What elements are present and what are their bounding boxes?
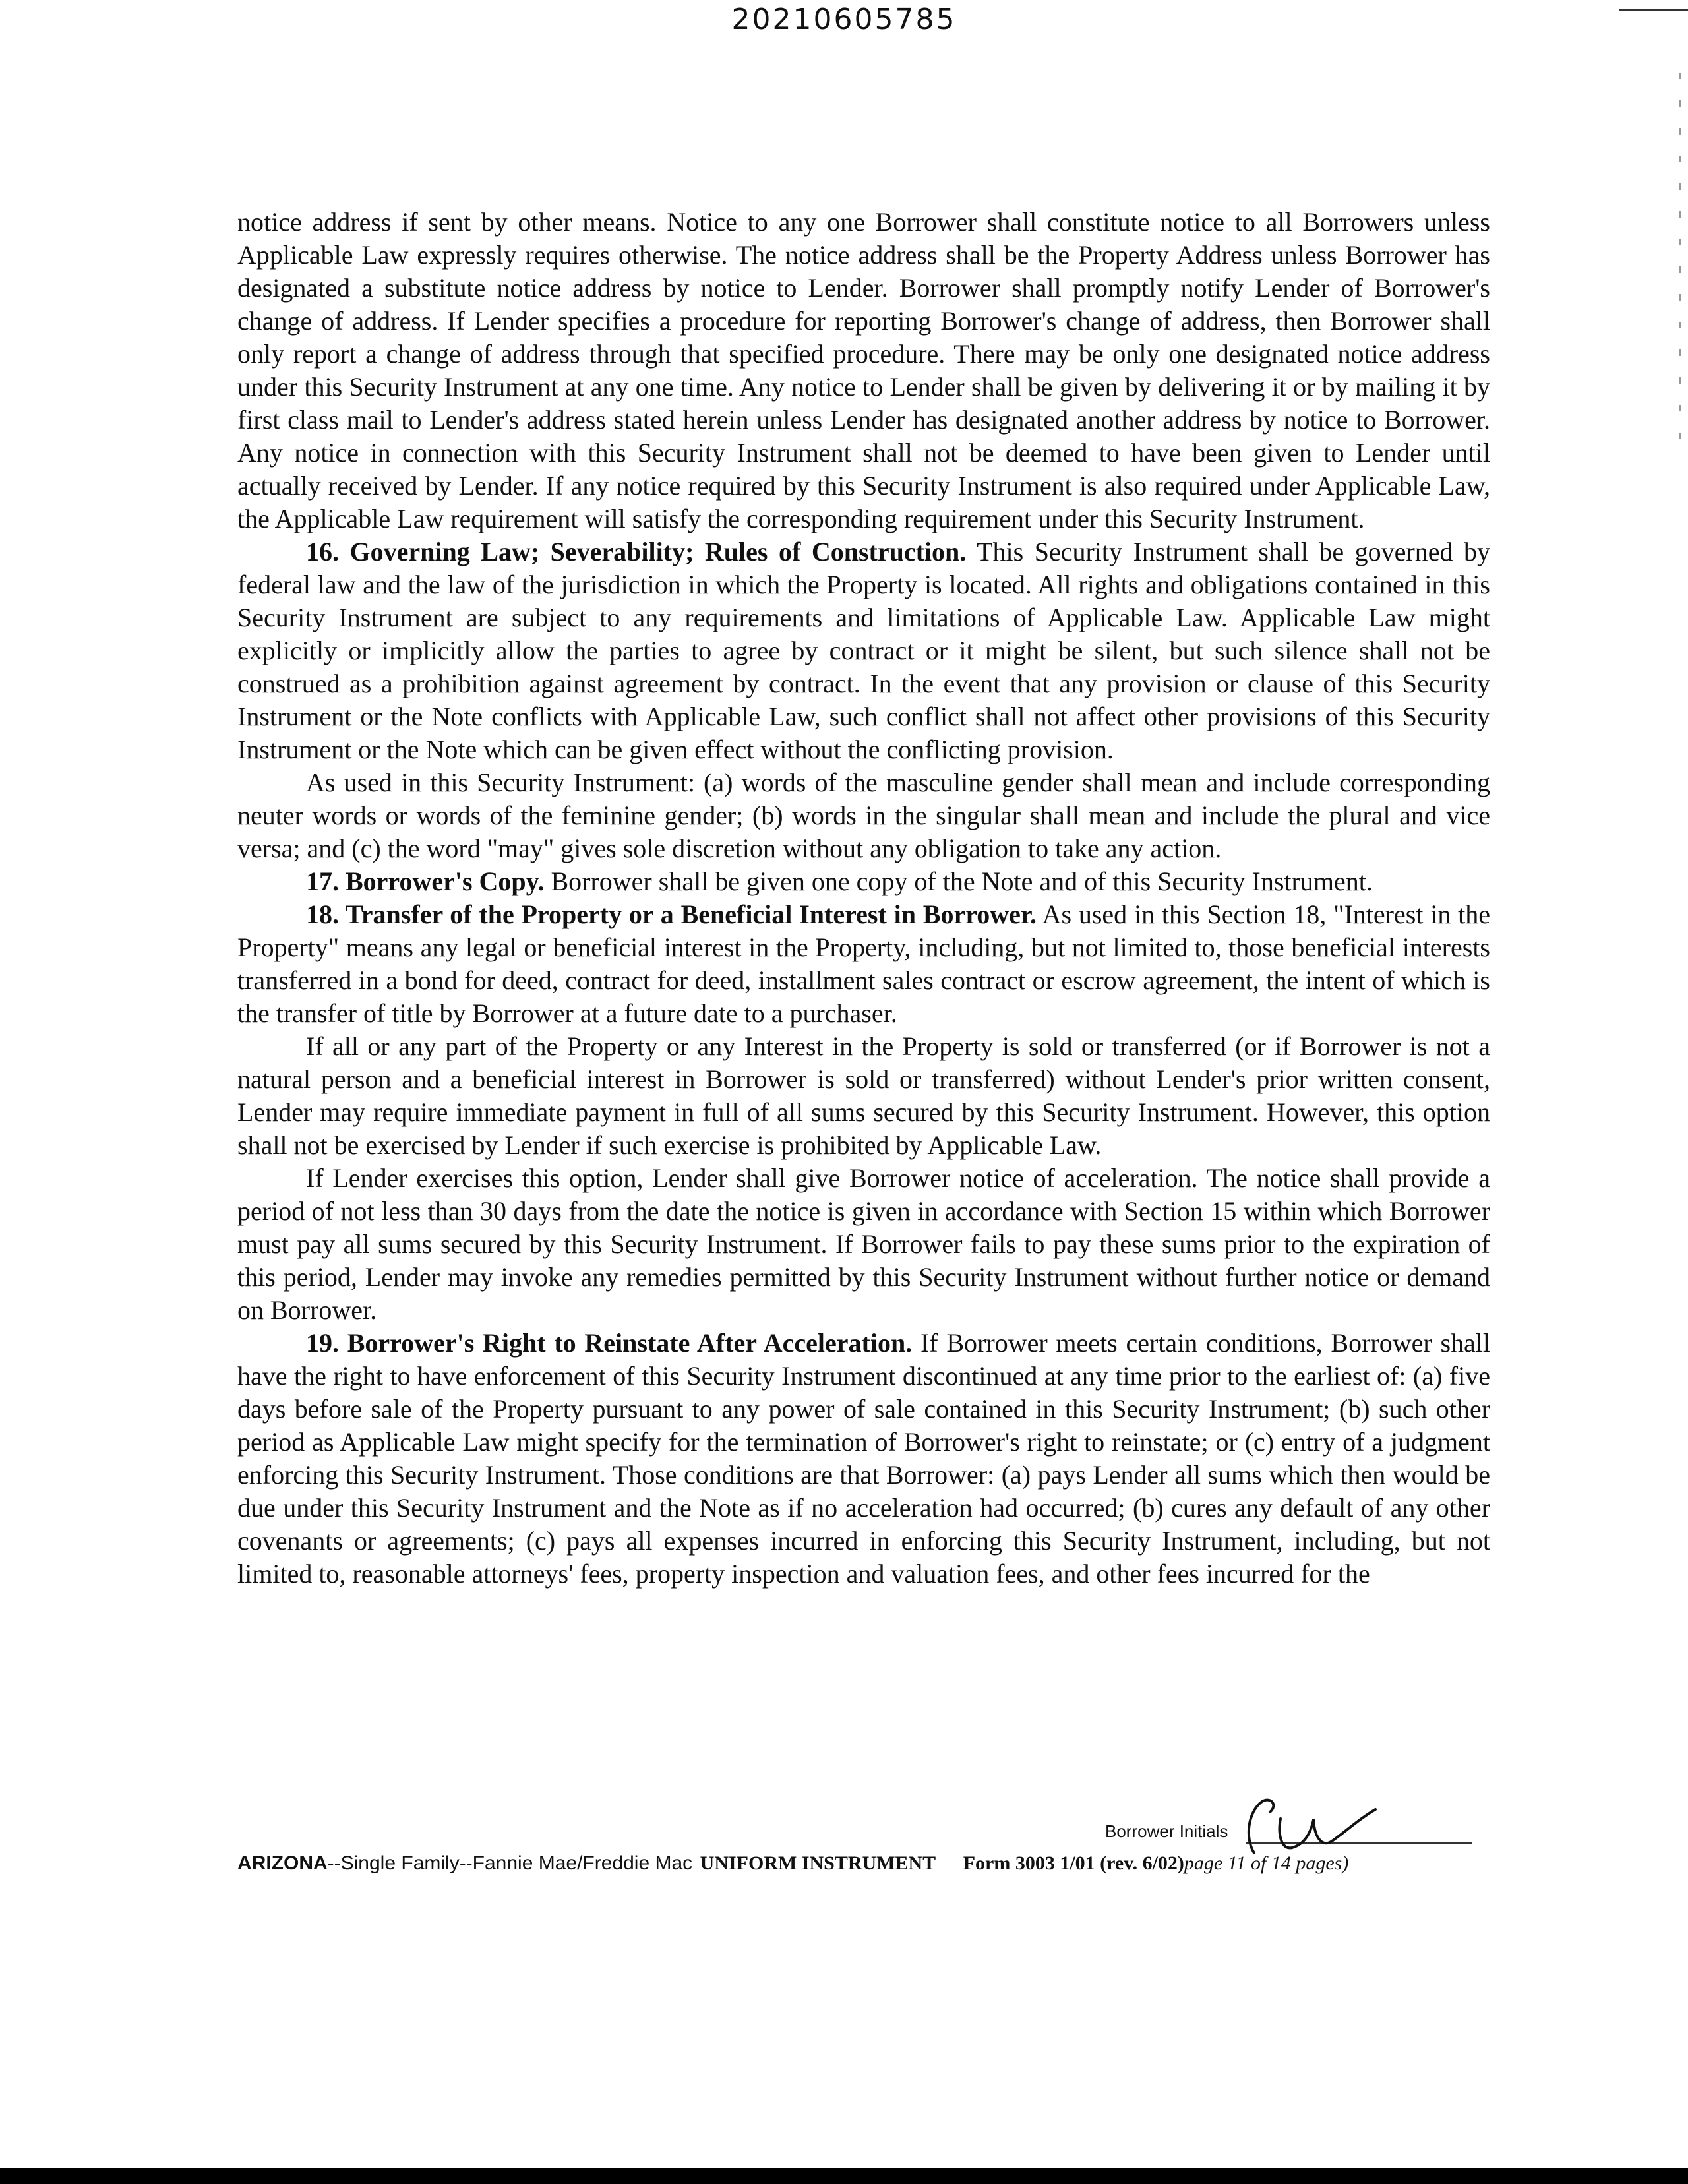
section-17 <box>237 865 1490 898</box>
section-18 <box>237 898 1490 1030</box>
section-16-heading: 16. Governing Law; Severability; Rules of Construction. <box>306 537 967 566</box>
footer-page-number: page 11 of 14 pages) <box>1184 1852 1349 1874</box>
section-17-heading: 17. Borrower's Copy. <box>306 866 545 896</box>
section-19-heading: 19. Borrower's Right to Reinstate After Acceleration. <box>306 1328 913 1358</box>
section-17-text: Borrower shall be given one copy of the Note and of this Security Instrument. <box>544 866 1373 896</box>
form-footer <box>237 1850 1490 1877</box>
section-16-text: This Security Instrument shall be governed by federal law and the law of the jurisdiction in which the Property is located. All rights and obligations contained in this Security Instrument are subject to any requirements and limitations of Applicable Law. Applicable Law might explicitly or implicitly allow the parties to agree by contract or it might be silent, but such silence shall not be construed as a prohibition against agreement by contract. In the event that any provision or clause of this Security Instrument or the Note conflicts with Applicable Law, such conflict shall not affect other provisions of this Security Instrument or the Note which can be given effect without the conflicting provision. <box>237 537 1491 764</box>
section-19 <box>237 1327 1490 1591</box>
borrower-initials <box>1105 1821 1228 1848</box>
section-18-heading: 18. Transfer of the Property or a Beneficial Interest in Borrower. <box>306 899 1037 929</box>
top-right-rule <box>1619 9 1688 11</box>
document-number: 20210605785 <box>731 3 957 36</box>
section-19-text: If Borrower meets certain conditions, Borrower shall have the right to have enforcement of this Security Instrument discontinued at any time prior to the earliest of: (a) five days before sale of the Property pursuant to any power of sale contained in this Security Instrument; (b) such other period as Applicable Law might specify for the termination of Borrower's right to reinstate; or (c) entry of a judgment enforcing this Security Instrument. Those conditions are that Borrower: (a) pays Lender all sums which then would be due under this Security Instrument and the Note as if no acceleration had occurred; (b) cures any default of any other covenants or agreements; (c) pays all expenses incurred in enforcing this Security Instrument, including, but not limited to, reasonable attorneys' fees, property inspection and valuation fees, and other fees incurred for the <box>237 1328 1490 1589</box>
footer-form-number: Form 3003 1/01 (rev. 6/02) <box>963 1852 1184 1874</box>
section-18-paragraph-3: If Lender exercises this option, Lender shall give Borrower notice of acceleration. The notice shall provide a period of not less than 30 days from the date the notice is given in accordance with Section 15 within which Borrower must pay all sums secured by this Security Instrument. If Borrower fails to pay these sums prior to the expiration of this period, Lender may invoke any remedies permitted by this Security Instrument without further notice or demand on Borrower. <box>237 1163 1490 1325</box>
section-18-paragraph-2: If all or any part of the Property or any Interest in the Property is sold or transferred (or if Borrower is not a natural person and a beneficial interest in Borrower is sold or transferred) without Lender's prior written consent, Lender may require immediate payment in full of all sums secured by this Security Instrument. However, this option shall not be exercised by Lender if such exercise is prohibited by Applicable Law. <box>237 1031 1490 1160</box>
paragraph-notice-continued: notice address if sent by other means. Notice to any one Borrower shall constitute notice to all Borrowers unless Applicable Law expressly requires otherwise. The notice address shall be the Property Address unless Borrower has designated a substitute notice address by notice to Lender. Borrower shall promptly notify Lender of Borrower's change of address. If Lender specifies a procedure for reporting Borrower's change of address, then Borrower shall only report a change of address through that specified procedure. There may be only one designated notice address under this Security Instrument at any one time. Any notice to Lender shall be given by delivering it or by mailing it by first class mail to Lender's address stated herein unless Lender has designated another address by notice to Borrower. Any notice in connection with this Security Instrument shall not be deemed to have been given to Lender until actually received by Lender. If any notice required by this Security Instrument is also required under Applicable Law, the Applicable Law requirement will satisfy the corresponding requirement under this Security Instrument. <box>237 207 1490 533</box>
section-18-text: As used in this Section 18, "Interest in the Property" means any legal or beneficial interest in the Property, including, but not limited to, those beneficial interests transferred in a bond for deed, contract for deed, installment sales contract or escrow agreement, the intent of which is the transfer of title by Borrower at a future date to a purchaser. <box>237 899 1490 1028</box>
scan-bottom-border <box>0 2168 1688 2184</box>
scan-edge-marks <box>1679 73 1681 442</box>
footer-state: ARIZONA <box>237 1852 328 1874</box>
section-16-paragraph-2: As used in this Security Instrument: (a) words of the masculine gender shall mean and include corresponding neuter words or words of the feminine gender; (b) words in the singular shall mean and include the plural and vice versa; and (c) the word "may" gives sole discretion without any obligation to take any action. <box>237 768 1490 863</box>
footer-uniform-instrument: UNIFORM INSTRUMENT <box>700 1852 936 1874</box>
borrower-initials-label: Borrower Initials <box>1105 1821 1228 1841</box>
document-body <box>237 206 1490 1591</box>
footer-family: --Single Family--Fannie Mae/Freddie Mac <box>327 1852 693 1874</box>
section-16 <box>237 535 1490 766</box>
